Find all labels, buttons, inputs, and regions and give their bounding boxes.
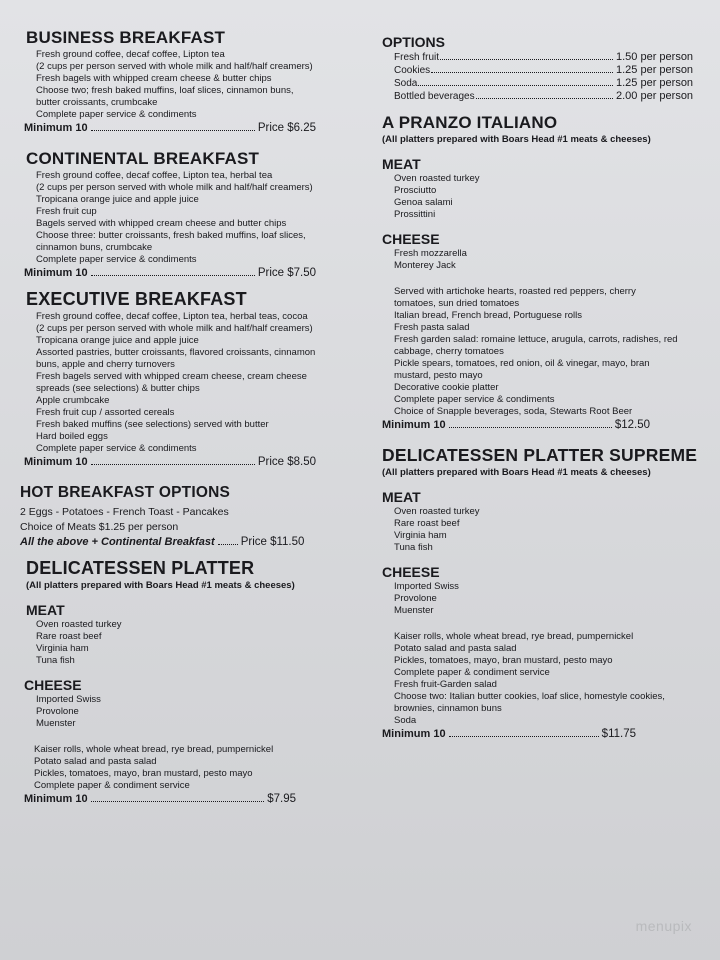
dot-leader [91, 464, 255, 465]
minimum-label: Minimum 10 [24, 267, 88, 279]
options-title: OPTIONS [382, 34, 446, 50]
list-item: Kaiser rolls, whole wheat bread, rye bread, pumpernickel [34, 744, 274, 755]
price: Price $8.50 [257, 456, 316, 468]
executive-breakfast-section [20, 290, 350, 469]
line-item: Fresh ground coffee, decaf coffee, Lipton tea, herbal tea [36, 170, 273, 181]
line-item: Fresh fruit cup / assorted cereals [36, 407, 175, 418]
meat-heading: MEAT [382, 156, 421, 172]
minimum-label: Minimum 10 [382, 728, 446, 740]
line-item: Choose three: butter croissants, fresh baked muffins, loaf slices, [36, 230, 306, 241]
pranzo-title: A PRANZO ITALIANO [382, 113, 558, 132]
option-name: Bottled beverages [394, 91, 475, 102]
meat-list [394, 173, 712, 221]
line-item: (2 cups per person served with whole milk and half/half creamers) [36, 61, 313, 72]
deli-platter-section [20, 559, 350, 806]
option-row [394, 64, 712, 77]
hot-breakfast-title: HOT BREAKFAST OPTIONS [20, 484, 231, 501]
business-breakfast-title: BUSINESS BREAKFAST [26, 28, 226, 47]
supreme-section [382, 446, 712, 741]
dot-leader [476, 98, 613, 99]
supreme-price-row [382, 727, 636, 741]
minimum-label: Minimum 10 [382, 419, 446, 431]
line-item: buns, apple and cherry turnovers [36, 359, 175, 370]
line-item: Complete paper service & condiments [36, 109, 197, 120]
option-row [394, 77, 712, 90]
list-item: Genoa salami [394, 197, 453, 208]
list-item: Decorative cookie platter [394, 382, 499, 393]
list-item: Provolone [394, 593, 437, 604]
list-item: Complete paper & condiment service [34, 780, 190, 791]
dot-leader [449, 427, 612, 428]
menupix-watermark: menupix [635, 918, 692, 934]
continental-breakfast-lines [36, 170, 350, 266]
list-item: Tuna fish [394, 542, 433, 553]
option-name: Soda [394, 78, 418, 89]
list-item: Choice of Snapple beverages, soda, Stewarts Root Beer [394, 406, 633, 417]
line-item: (2 cups per person served with whole milk and half/half creamers) [36, 323, 313, 334]
option-name: Fresh fruit [394, 52, 440, 63]
line-item: spreads (see selections) & butter chips [36, 383, 200, 394]
hot-breakfast-section [20, 483, 350, 549]
option-row [394, 51, 712, 64]
dot-leader [91, 801, 265, 802]
hot-combo-row [20, 535, 330, 549]
line-item: Hard boiled eggs [36, 431, 108, 442]
list-item: Provolone [36, 706, 79, 717]
price: $12.50 [614, 419, 650, 431]
pranzo-extras [394, 286, 712, 418]
list-item: Fresh pasta salad [394, 322, 470, 333]
cheese-heading: CHEESE [24, 677, 82, 693]
list-item: Rare roast beef [394, 518, 460, 529]
continental-breakfast-title: CONTINENTAL BREAKFAST [26, 149, 260, 168]
list-item: Complete paper service & condiments [394, 394, 555, 405]
line-item: Fresh fruit cup [36, 206, 97, 217]
list-item: Muenster [394, 605, 434, 616]
list-item: Prosciutto [394, 185, 437, 196]
pranzo-price-row [382, 418, 650, 432]
cheese-heading: CHEESE [382, 564, 440, 580]
minimum-label: Minimum 10 [24, 793, 88, 805]
continental-price-row [24, 266, 316, 280]
list-item: Tuna fish [36, 655, 75, 666]
option-price: 1.50 per person [616, 51, 694, 63]
list-item: Complete paper & condiment service [394, 667, 550, 678]
line-item: Fresh ground coffee, decaf coffee, Lipton tea, herbal teas, cocoa [36, 311, 308, 322]
business-price-row [24, 121, 316, 135]
list-item: Prossittini [394, 209, 436, 220]
list-item: Virginia ham [36, 643, 89, 654]
line-item: cinnamon buns, crumbcake [36, 242, 153, 253]
list-item: Italian bread, French bread, Portuguese rolls [394, 310, 582, 321]
line-item: Fresh ground coffee, decaf coffee, Lipton tea [36, 49, 225, 60]
dot-leader [218, 544, 238, 545]
list-item: Muenster [36, 718, 76, 729]
supreme-extras [394, 631, 712, 727]
list-item: Served with artichoke hearts, roasted red peppers, cherry [394, 286, 636, 297]
dot-leader [440, 59, 613, 60]
line-item: Fresh baked muffins (see selections) served with butter [36, 419, 269, 430]
dot-leader [431, 72, 613, 73]
list-item: Pickles, tomatoes, mayo, bran mustard, pesto mayo [394, 655, 613, 666]
cheese-list [394, 581, 712, 617]
pranzo-subtitle: (All platters prepared with Boars Head #1 meats & cheeses) [382, 134, 651, 145]
list-item: mustard, pesto mayo [394, 370, 483, 381]
line-item: Fresh bagels served with whipped cream cheese, cream cheese [36, 371, 307, 382]
options-section [382, 34, 712, 103]
option-name: Cookies [394, 65, 431, 76]
line-item: Complete paper service & condiments [36, 443, 197, 454]
deli-extras [34, 744, 350, 792]
dot-leader [449, 736, 599, 737]
line-item: Apple crumbcake [36, 395, 110, 406]
list-item: Imported Swiss [36, 694, 101, 705]
option-price: 2.00 per person [616, 90, 694, 102]
business-breakfast-lines [36, 49, 350, 121]
meat-heading: MEAT [26, 602, 65, 618]
list-item: Fresh garden salad: romaine lettuce, arugula, carrots, radishes, red [394, 334, 678, 345]
list-item: Choose two: Italian butter cookies, loaf slice, homestyle cookies, [394, 691, 665, 702]
dot-leader [91, 275, 255, 276]
meat-list [36, 619, 350, 667]
hot-breakfast-line: Choice of Meats $1.25 per person [20, 521, 179, 533]
list-item: Imported Swiss [394, 581, 459, 592]
meat-heading: MEAT [382, 489, 421, 505]
combo-label: All the above + Continental Breakfast [20, 536, 215, 548]
line-item: Assorted pastries, butter croissants, flavored croissants, cinnamon [36, 347, 316, 358]
price: Price $7.50 [257, 267, 316, 279]
line-item: butter croissants, crumbcake [36, 97, 158, 108]
list-item: brownies, cinnamon buns [394, 703, 502, 714]
option-price: 1.25 per person [616, 77, 694, 89]
list-item: Oven roasted turkey [394, 506, 480, 517]
minimum-label: Minimum 10 [24, 456, 88, 468]
list-item: Pickle spears, tomatoes, red onion, oil & vinegar, mayo, bran [394, 358, 650, 369]
business-breakfast-section [20, 28, 350, 135]
list-item: Fresh fruit-Garden salad [394, 679, 497, 690]
pranzo-section [382, 113, 712, 432]
line-item: Tropicana orange juice and apple juice [36, 335, 199, 346]
dot-leader [418, 85, 613, 86]
line-item: Bagels served with whipped cream cheese and butter chips [36, 218, 287, 229]
list-item: Kaiser rolls, whole wheat bread, rye bread, pumpernickel [394, 631, 634, 642]
option-row [394, 90, 712, 103]
line-item: Complete paper service & condiments [36, 254, 197, 265]
list-item: Oven roasted turkey [36, 619, 122, 630]
meat-list [394, 506, 712, 554]
price: Price $6.25 [257, 122, 316, 134]
deli-platter-title: DELICATESSEN PLATTER [26, 558, 255, 578]
list-item: Virginia ham [394, 530, 447, 541]
line-item: (2 cups per person served with whole milk and half/half creamers) [36, 182, 313, 193]
executive-breakfast-lines [36, 311, 350, 455]
list-item: tomatoes, sun dried tomatoes [394, 298, 520, 309]
dot-leader [91, 130, 255, 131]
supreme-subtitle: (All platters prepared with Boars Head #1 meats & cheeses) [382, 467, 651, 478]
list-item: cabbage, cherry tomatoes [394, 346, 504, 357]
list-item: Rare roast beef [36, 631, 102, 642]
line-item: Choose two; fresh baked muffins, loaf slices, cinnamon buns, [36, 85, 294, 96]
cheese-list [36, 694, 350, 730]
continental-breakfast-section [20, 149, 350, 280]
executive-price-row [24, 455, 316, 469]
line-item: Fresh bagels with whipped cream cheese & butter chips [36, 73, 272, 84]
price: $7.95 [267, 793, 296, 805]
line-item: Tropicana orange juice and apple juice [36, 194, 199, 205]
list-item: Monterey Jack [394, 260, 456, 271]
list-item: Oven roasted turkey [394, 173, 480, 184]
executive-breakfast-title: EXECUTIVE BREAKFAST [26, 289, 247, 309]
right-column [382, 34, 712, 741]
list-item: Soda [394, 715, 417, 726]
list-item: Potato salad and pasta salad [34, 756, 157, 767]
deli-price-row [24, 792, 296, 806]
left-column [20, 28, 350, 806]
list-item: Fresh mozzarella [394, 248, 467, 259]
supreme-title: DELICATESSEN PLATTER SUPREME [382, 445, 698, 465]
minimum-label: Minimum 10 [24, 122, 88, 134]
combo-price: Price $11.50 [240, 536, 305, 548]
list-item: Potato salad and pasta salad [394, 643, 517, 654]
hot-breakfast-line: 2 Eggs - Potatoes - French Toast - Pancakes [20, 506, 229, 518]
cheese-heading: CHEESE [382, 231, 440, 247]
cheese-list [394, 248, 712, 272]
list-item: Pickles, tomatoes, mayo, bran mustard, pesto mayo [34, 768, 253, 779]
option-price: 1.25 per person [616, 64, 694, 76]
price: $11.75 [601, 728, 636, 740]
deli-platter-subtitle: (All platters prepared with Boars Head #1 meats & cheeses) [26, 580, 295, 591]
